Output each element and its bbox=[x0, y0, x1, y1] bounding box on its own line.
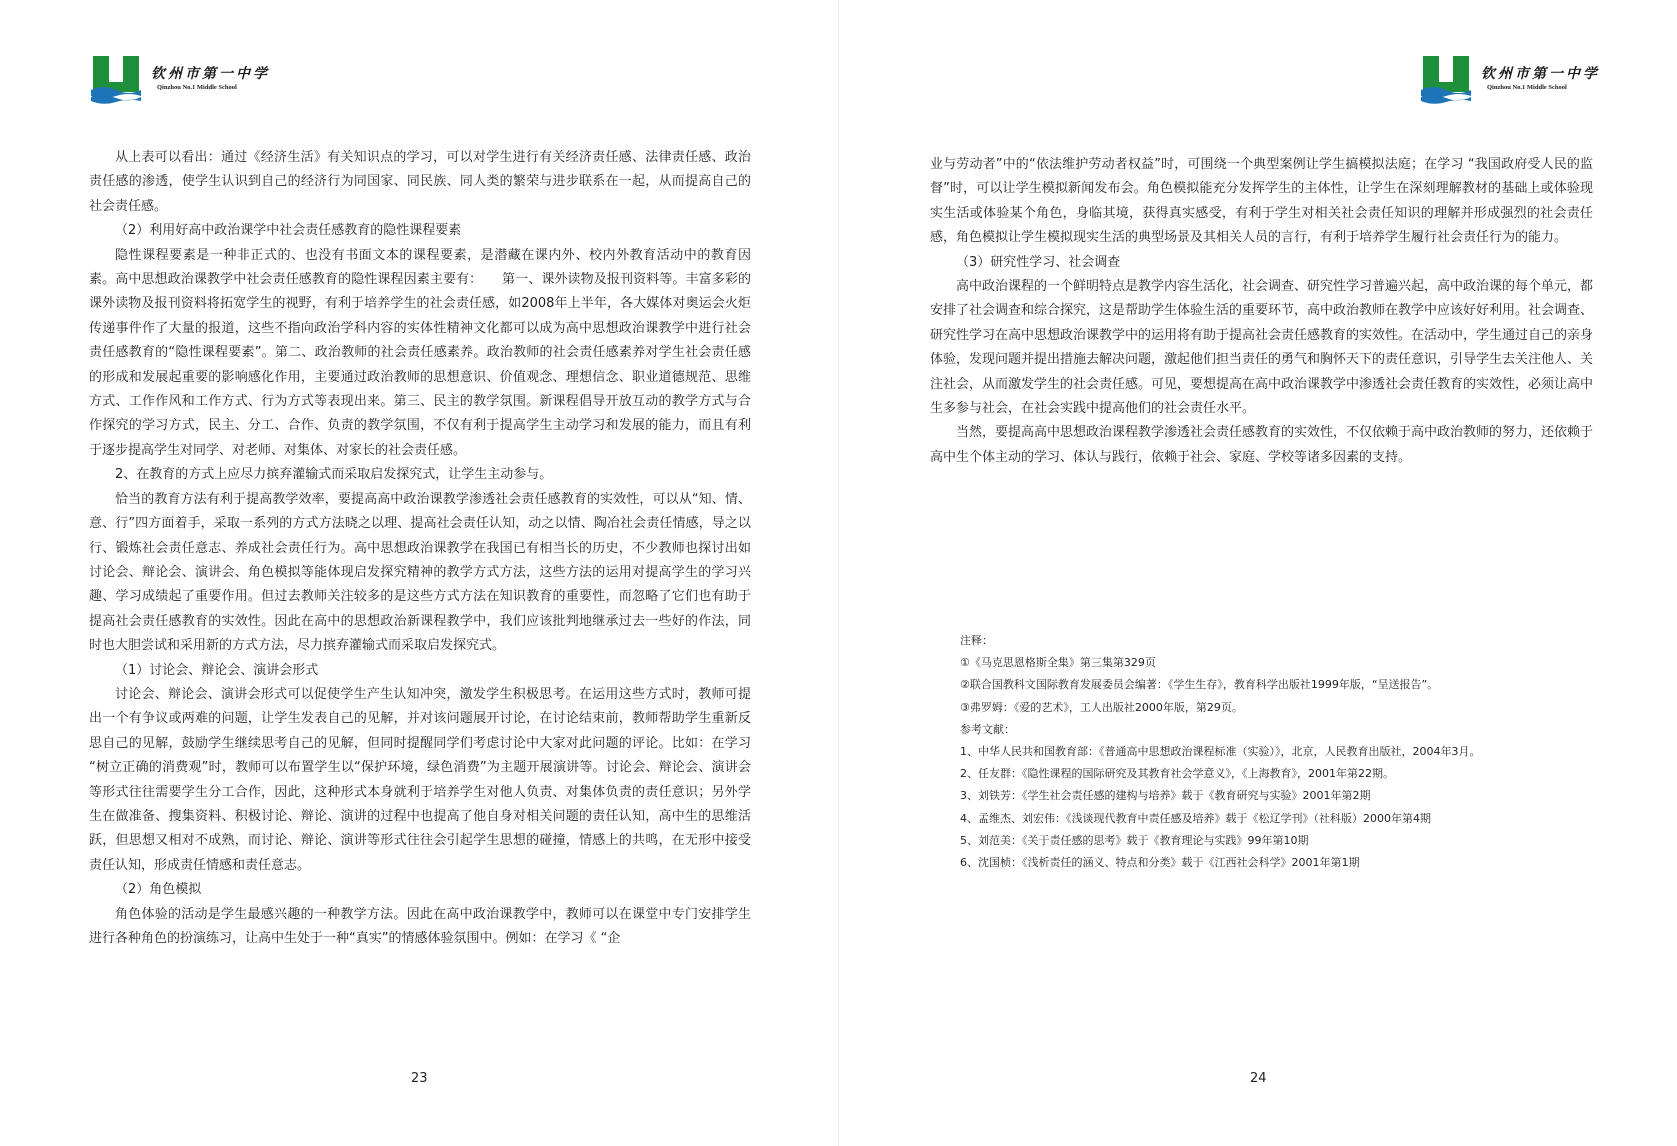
section-heading: （2）角色模拟 bbox=[115, 882, 202, 898]
paragraph: 角色体验的活动是学生最感兴趣的一种教学方法。因此在高中政治课教学中，教师可以在课堂中专门安排学生进行各种角色的扮演练习，让高中生处于一种“真实”的情感体验氛围中。例如：在学习《 “企 bbox=[89, 906, 751, 946]
school-emblem-icon bbox=[1419, 52, 1473, 104]
notes-heading: 注释： bbox=[960, 634, 993, 647]
paragraph: 隐性课程要素是一种非正式的、也没有书面文本的课程要素，是潜藏在课内外、校内外教育活动中的教育因素。高中思想政治课教学中社会责任感教育的隐性课程因素主要有： 第一、课外读物及报刊资料等。丰富多彩的课外读物及报刊资料将拓宽学生的视野，有利于培养学生的社会责任感，如2008年上半年，各大媒体对奥运会火炬传递事件作了大量的报道，这些不指向政治学科内容的实体性精神文化都可以成为高中思想政治课教学中进行社会责任感教育的“隐性课程要素”。第二、政治教师的社会责任感素养。政治教师的社会责任感素养对学生社会责任感的形成和发展起重要的影响感化作用，主要通过政治教师的思想意识、价值观念、理想信念、职业道德规范、思维方式、工作作风和工作方式、行为方式等表现出来。第三、民主的教学氛围。新课程倡导开放互动的教学方式与合作探究的学习方式，民主、分工、合作、负责的教学氛围，不仅有利于提高学生主动学习和发展的能力，而且有利于逐步提高学生对同学、对老师、对集体、对家长的社会责任感。 bbox=[89, 247, 751, 458]
left-page bbox=[0, 0, 838, 1146]
reference-item: 3、刘铁芳：《学生社会责任感的建构与培养》载于《教育研究与实验》2001年第2期 bbox=[960, 789, 1371, 803]
section-heading: （2）利用好高中政治课学中社会责任感教育的隐性课程要素 bbox=[115, 223, 462, 239]
school-name-en: Qinzhou No.1 Middle School bbox=[1487, 84, 1567, 91]
paragraph: 当然，要提高高中思想政治课程教学渗透社会责任感教育的实效性，不仅依赖于高中政治教师的努力，还依赖于高中生个体主动的学习、体认与践行，依赖于社会、家庭、学校等诸多因素的支持。 bbox=[930, 425, 1594, 465]
section-heading: （1）讨论会、辩论会、演讲会形式 bbox=[115, 662, 319, 678]
paragraph: 讨论会、辩论会、演讲会形式可以促使学生产生认知冲突，激发学生积极思考。在运用这些方式时，教师可提出一个有争议或两难的问题，让学生发表自己的见解，并对该问题展开讨论，在讨论结束前，教师帮助学生重新反思自己的见解，鼓励学生继续思考自己的见解，但同时提醒同学们考虑讨论中大家对此问题的评论。比如：在学习 “树立正确的消费观”时，教师可以布置学生以“保护环境，绿色消费”为主题开展演讲等。讨论会、辩论会、演讲会等形式往往需要学生分工合作，因此，这种形式本身就利于培养学生对他人负责、对集体负责的责任意识；另外学生在做准备、搜集资料、积极讨论、辩论、演讲的过程中也提高了他自身对相关问题的责任认知，高中生的思维活跃，但思想又相对不成熟，而讨论、辩论、演讲等形式往往会引起学生思想的碰撞，情感上的共鸣，在无形中接受责任认知，形成责任情感和责任意志。 bbox=[89, 686, 751, 873]
reference-item: 1、中华人民共和国教育部：《普通高中思想政治课程标准（实验）》，北京，人民教育出版社，2004年3月。 bbox=[960, 745, 1481, 759]
reference-item: 5、刘范美：《关于责任感的思考》载于《教育理论与实践》99年第10期 bbox=[960, 833, 1309, 847]
school-name-en: Qinzhou No.1 Middle School bbox=[157, 84, 237, 91]
footnote: ①《马克思恩格斯全集》第三集第329页 bbox=[960, 656, 1156, 670]
notes-and-references bbox=[960, 630, 1481, 874]
paragraph: 从上表可以看出：通过《经济生活》有关知识点的学习，可以对学生进行有关经济责任感、法律责任感、政治责任感的渗透，使学生认识到自己的经济行为同国家、同民族、同人类的繁荣与进步联系在一起，从而提高自己的社会责任感。 bbox=[89, 150, 751, 214]
reference-item: 6、沈国桢：《浅析责任的涵义、特点和分类》载于《江西社会科学》2001年第1期 bbox=[960, 856, 1360, 870]
school-logo bbox=[1419, 52, 1600, 104]
paragraph: 恰当的教育方法有利于提高教学效率，要提高高中政治课教学渗透社会责任感教育的实效性，可以从“知、情、意、行”四方面着手，采取一系列的方式方法晓之以理、提高社会责任认知，动之以情、陶冶社会责任情感，导之以行、锻炼社会责任意志、养成社会责任行为。高中思想政治课教学在我国已有相当长的历史，不少教师也探讨出如讨论会、辩论会、演讲会、角色模拟等能体现启发探究精神的教学方式方法，这些方法的运用对提高学生的学习兴趣、学习成绩起了重要作用。但过去教师关注较多的是这些方式方法在知识教育的重要性，而忽略了它们也有助于提高社会责任感教育的实效性。因此在高中的思想政治新课程教学中，我们应该批判地继承过去一些好的作法，同时也大胆尝试和采用新的方式方法，尽力摈弃灌输式而采取启发探究式。 bbox=[89, 491, 751, 654]
left-page-body bbox=[89, 146, 751, 951]
references-heading: 参考文献： bbox=[960, 722, 1015, 736]
reference-item: 2、任友群：《隐性课程的国际研究及其教育社会学意义》，《上海教育》，2001年第22期。 bbox=[960, 767, 1394, 781]
page-number: 23 bbox=[411, 1071, 428, 1086]
footnote: ②联合国教科文国际教育发展委员会编著：《学生生存》，教育科学出版社1999年版，“呈送报告”。 bbox=[960, 678, 1439, 692]
school-name-cn: 钦州市第一中学 bbox=[1481, 66, 1600, 82]
right-page-body bbox=[930, 153, 1593, 470]
footnote: ③弗罗姆：《爱的艺术》，工人出版社2000年版，第29页。 bbox=[960, 700, 1243, 714]
section-heading: 2、在教育的方式上应尽力摈弃灌输式而采取启发探究式，让学生主动参与。 bbox=[115, 467, 553, 483]
school-emblem-icon bbox=[89, 52, 143, 104]
reference-item: 4、孟维杰、刘宏伟：《浅谈现代教育中责任感及培养》载于《松辽学刊》（社科版）2000年第4期 bbox=[960, 811, 1431, 825]
right-page bbox=[838, 0, 1677, 1146]
section-heading: （3）研究性学习、社会调查 bbox=[956, 254, 1121, 270]
page-number: 24 bbox=[1250, 1071, 1267, 1086]
school-logo bbox=[89, 52, 270, 104]
school-name-cn: 钦州市第一中学 bbox=[151, 66, 270, 82]
paragraph-continued: 业与劳动者”中的“依法维护劳动者权益”时，可围绕一个典型案例让学生搞模拟法庭；在学习 “我国政府受人民的监督”时，可以让学生模拟新闻发布会。角色模拟能充分发挥学生的主体性，让学生在深刻理解教材的基础上或体验现实生活或体验某个角色，身临其境，获得真实感受，有利于学生对相关社会责任知识的理解并形成强烈的社会责任感，角色模拟让学生模拟现实生活的典型场景及其相关人员的言行，有利于培养学生履行社会责任行为的能力。 bbox=[930, 157, 1593, 246]
paragraph: 高中政治课程的一个鲜明特点是教学内容生活化，社会调查、研究性学习普遍兴起，高中政治课的每个单元，都安排了社会调查和综合探究，这是帮助学生体验生活的重要环节，高中政治教师在教学中应该好好利用。社会调查、研究性学习在高中思想政治课教学中的运用将有助于提高社会责任感教育的实效性。在活动中，学生通过自己的亲身体验，发现问题并提出措施去解决问题，激起他们担当责任的勇气和胸怀天下的责任意识，引导学生去关注他人、关注社会，从而激发学生的社会责任感。可见，要想提高在高中政治课教学中渗透社会责任教育的实效性，必须让高中生多参与社会，在社会实践中提高他们的社会责任水平。 bbox=[930, 279, 1594, 417]
